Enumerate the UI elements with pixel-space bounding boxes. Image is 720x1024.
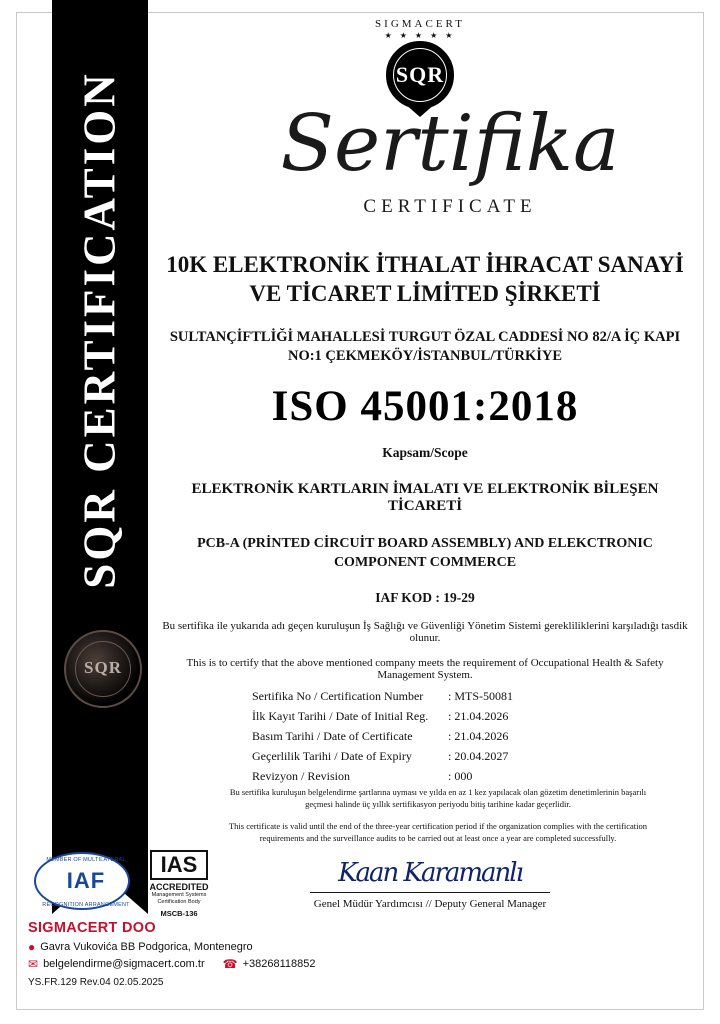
ias-code: MSCB-136	[160, 909, 198, 918]
phone-icon: ☎	[222, 957, 238, 971]
detail-label: Revizyon / Revision	[252, 769, 350, 783]
detail-row	[252, 686, 592, 706]
scope-turkish: ELEKTRONİK KARTLARIN İMALATI VE ELEKTRONİK BİLEŞEN TİCARETİ	[191, 481, 659, 514]
ias-wordmark: IAS	[150, 850, 208, 880]
ias-subtext-line2: Certification Body	[157, 899, 201, 905]
certificate-body	[160, 250, 690, 681]
footer-address: Gavra Vukovića BB Podgorica, Montenegro	[40, 941, 253, 953]
logo-stars-icon: ★ ★ ★ ★ ★	[384, 31, 456, 40]
detail-label: Sertifika No / Certification Number	[252, 689, 424, 703]
detail-value: : 000	[448, 769, 473, 783]
certificate-title-sub: CERTIFICATE	[363, 196, 537, 217]
company-name: 10K ELEKTRONİK İTHALAT İHRACAT SANAYİ VE TİCARET LİMİTED ŞİRKETİ	[166, 252, 684, 306]
fineprint-english: This certificate is valid until the end of the three-year certification period if the organization complies with the certification requirements and the surveillance audits to be carried out at least once a year are completed successfully.	[228, 821, 648, 843]
footer-contact-line	[28, 958, 568, 970]
signature-title: Genel Müdür Yardımcısı // Deputy General Manager	[313, 898, 547, 910]
vertical-ribbon	[52, 0, 148, 872]
logo-arc-text: SIGMACERT	[375, 18, 465, 30]
envelope-icon: ✉	[28, 957, 39, 971]
location-pin-icon: ●	[28, 940, 36, 954]
detail-value: : 21.04.2026	[448, 709, 509, 723]
fineprint-turkish: Bu sertifika kuruluşun belgelendirme şartlarına uyması ve yılda en az 1 kez yapılacak olan gözetim denetimlerinin başarılı geçmesi halinde üç yıllık sertifikasyon periyodu bitiş tarihine kadar geçerlidir.	[229, 787, 647, 809]
detail-label: Geçerlilik Tarihi / Date of Expiry	[252, 749, 412, 763]
footer-phone[interactable]: +38268118852	[242, 958, 316, 970]
ias-accredited-text: ACCREDITED	[149, 882, 209, 892]
detail-label: Basım Tarihi / Date of Certificate	[252, 729, 413, 743]
certificate-details	[252, 686, 592, 786]
ribbon-label: SQR CERTIFICATION	[75, 71, 126, 589]
scope-label: Kapsam/Scope	[382, 445, 468, 460]
embossed-seal-icon	[64, 630, 142, 708]
certificate-title-script: Sertifika	[280, 99, 620, 189]
detail-value: : MTS-50081	[448, 689, 514, 703]
signature-block	[300, 858, 560, 910]
detail-value: : 20.04.2027	[448, 749, 509, 763]
detail-label: İlk Kayıt Tarihi / Date of Initial Reg.	[252, 709, 429, 723]
signature-rule	[310, 892, 550, 893]
company-address: SULTANÇİFTLİĞİ MAHALLESİ TURGUT ÖZAL CADDESİ NO 82/A İÇ KAPI NO:1 ÇEKMEKÖY/İSTANBUL/TÜRKİYE	[169, 329, 681, 364]
iaf-code: IAF KOD : 19-29	[375, 590, 475, 605]
detail-row	[252, 706, 592, 726]
signature-mark: Kaan Karamanlı	[338, 858, 522, 888]
iaf-wordmark: IAF	[66, 868, 106, 893]
footer-address-line	[28, 941, 568, 953]
detail-row	[252, 726, 592, 746]
logo-monogram: SQR	[393, 48, 447, 102]
footer-email[interactable]: belgelendirme@sigmacert.com.tr	[43, 958, 205, 970]
footer-doc-code: YS.FR.129 Rev.04 02.05.2025	[28, 977, 164, 988]
statement-turkish: Bu sertifika ile yukarıda adı geçen kuruluşun İş Sağlığı ve Güvenliği Yönetim Sistemi gerekliliklerini karşıladığı tasdik olunur.	[162, 620, 688, 644]
scope-english: PCB-A (PRİNTED CİRCUİT BOARD ASSEMBLY) AND ELEKCTRONIC COMPONENT COMMERCE	[197, 536, 653, 570]
seal-monogram: SQR	[84, 658, 122, 677]
detail-value: : 21.04.2026	[448, 729, 509, 743]
footer-brand: SIGMACERT DOO	[28, 920, 156, 936]
ias-subtext-line1: Management Systems	[151, 892, 207, 898]
iaf-top-text: MEMBER OF MULTILATERAL	[46, 857, 126, 863]
detail-row	[252, 746, 592, 766]
iaf-accreditation-logo	[34, 852, 138, 914]
ias-accreditation-logo	[148, 850, 210, 918]
standard-name: ISO 45001:2018	[271, 383, 579, 430]
sigmacert-logo	[356, 16, 484, 112]
iaf-bottom-text: RECOGNITION ARRANGEMENT	[42, 902, 130, 908]
footer	[28, 920, 568, 988]
statement-english: This is to certify that the above mentioned company meets the requirement of Occupational Health & Safety Management System.	[186, 657, 664, 681]
detail-row	[252, 766, 592, 786]
